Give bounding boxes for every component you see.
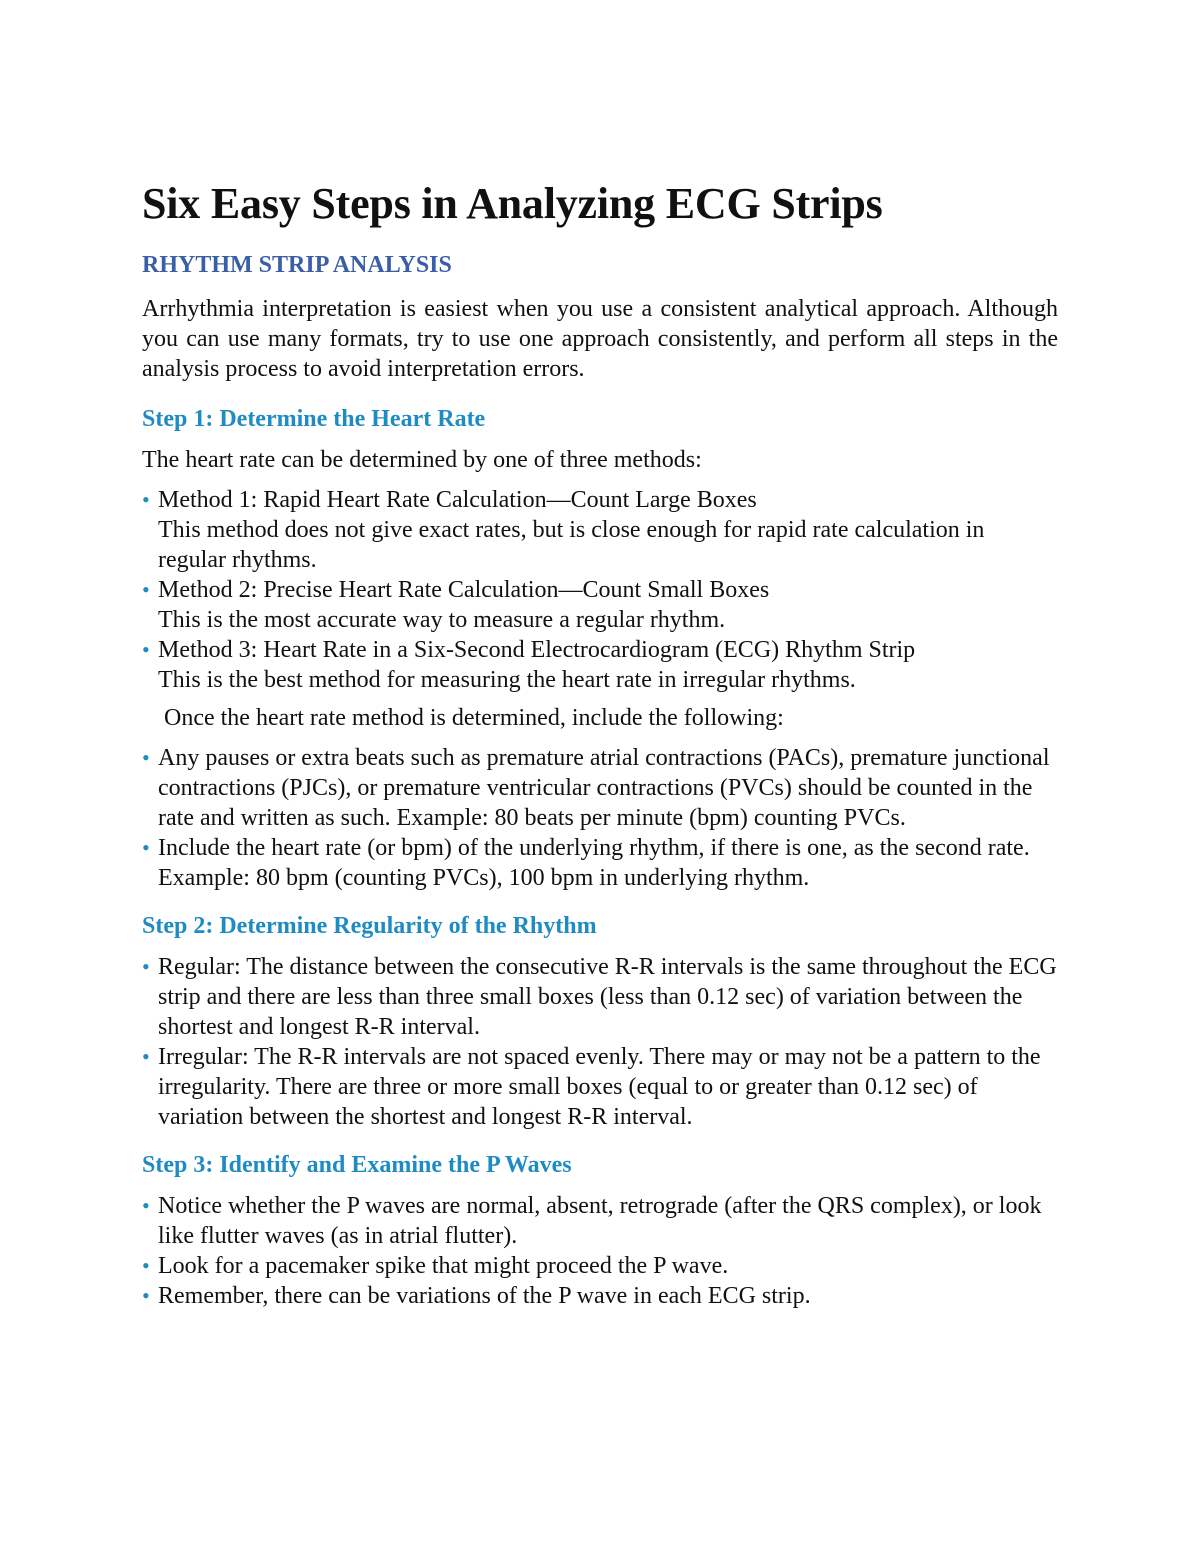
list-item bbox=[142, 485, 1058, 575]
bullet-dot-icon: • bbox=[142, 1253, 150, 1279]
page-title: Six Easy Steps in Analyzing ECG Strips bbox=[142, 179, 883, 228]
list-item-text: Look for a pacemaker spike that might proceed the P wave. bbox=[158, 1253, 729, 1280]
list-item bbox=[142, 1042, 1058, 1132]
bullet-dot-icon: • bbox=[142, 1043, 150, 1069]
method-description: This is the best method for measuring the heart rate in irregular rhythms. bbox=[158, 666, 856, 693]
step-1-followup: Once the heart rate method is determined, include the following: bbox=[164, 704, 784, 731]
step-2-section bbox=[142, 911, 1058, 1132]
step-2-heading: Step 2: Determine Regularity of the Rhythm bbox=[142, 912, 597, 939]
step-1-lead: The heart rate can be determined by one of three methods: bbox=[142, 446, 702, 473]
bullet-dot-icon: • bbox=[142, 953, 150, 979]
list-item-text: Include the heart rate (or bpm) of the underlying rhythm, if there is one, as the second rate. Example: 80 bpm (counting PVCs), 100 bpm in underlying rhythm. bbox=[158, 834, 1030, 891]
list-item bbox=[142, 1191, 1058, 1251]
bullet-dot-icon: • bbox=[142, 1283, 150, 1309]
document-page bbox=[142, 178, 1058, 1329]
bullet-dot-icon: • bbox=[142, 576, 150, 602]
bullet-dot-icon: • bbox=[142, 1193, 150, 1219]
method-description: This is the most accurate way to measure a regular rhythm. bbox=[158, 606, 726, 633]
list-item bbox=[142, 635, 1058, 695]
method-list bbox=[142, 485, 1058, 695]
bullet-dot-icon: • bbox=[142, 834, 150, 860]
bullet-dot-icon: • bbox=[142, 636, 150, 662]
method-label: Method 1: Rapid Heart Rate Calculation—Count Large Boxes bbox=[158, 486, 757, 513]
list-item-text: Regular: The distance between the consecutive R-R intervals is the same throughout the ECG strip and there are less than three small boxes (less than 0.12 sec) of variation between the shortest and longest R-R interval. bbox=[158, 953, 1057, 1040]
bullet-dot-icon: • bbox=[142, 486, 150, 512]
include-list bbox=[142, 743, 1058, 893]
list-item-text: Notice whether the P waves are normal, absent, retrograde (after the QRS complex), or look like flutter waves (as in atrial flutter). bbox=[158, 1193, 1042, 1250]
list-item bbox=[142, 833, 1058, 893]
method-description: This method does not give exact rates, but is close enough for rapid rate calculation in regular rhythms. bbox=[158, 516, 985, 573]
p-wave-list bbox=[142, 1191, 1058, 1311]
method-label: Method 3: Heart Rate in a Six-Second Electrocardiogram (ECG) Rhythm Strip bbox=[158, 636, 916, 663]
list-item-text: Remember, there can be variations of the P wave in each ECG strip. bbox=[158, 1283, 811, 1310]
step-3-section bbox=[142, 1150, 1058, 1311]
step-3-heading: Step 3: Identify and Examine the P Waves bbox=[142, 1151, 572, 1178]
list-item bbox=[142, 575, 1058, 635]
bullet-dot-icon: • bbox=[142, 744, 150, 770]
list-item bbox=[142, 952, 1058, 1042]
list-item bbox=[142, 743, 1058, 833]
list-item bbox=[142, 1281, 1058, 1311]
step-1-heading: Step 1: Determine the Heart Rate bbox=[142, 405, 486, 432]
section-heading: RHYTHM STRIP ANALYSIS bbox=[142, 251, 452, 278]
list-item-text: Irregular: The R-R intervals are not spaced evenly. There may or may not be a pattern to the irregularity. There are three or more small boxes (equal to or greater than 0.12 sec) of variation between the shortest and longest R-R interval. bbox=[158, 1043, 1041, 1130]
step-1-section bbox=[142, 404, 1058, 893]
method-label: Method 2: Precise Heart Rate Calculation—Count Small Boxes bbox=[158, 576, 770, 603]
list-item bbox=[142, 1251, 1058, 1281]
intro-paragraph: Arrhythmia interpretation is easiest when you use a consistent analytical approach. Although you can use many formats, try to use one approach consistently, and perform all steps in the analysis process to avoid interpretation errors. bbox=[142, 295, 1058, 382]
regularity-list bbox=[142, 952, 1058, 1132]
list-item-text: Any pauses or extra beats such as premature atrial contractions (PACs), premature junctional contractions (PJCs), or premature ventricular contractions (PVCs) should be counted in the rate and written as such. Example: 80 beats per minute (bpm) counting PVCs. bbox=[158, 744, 1050, 831]
